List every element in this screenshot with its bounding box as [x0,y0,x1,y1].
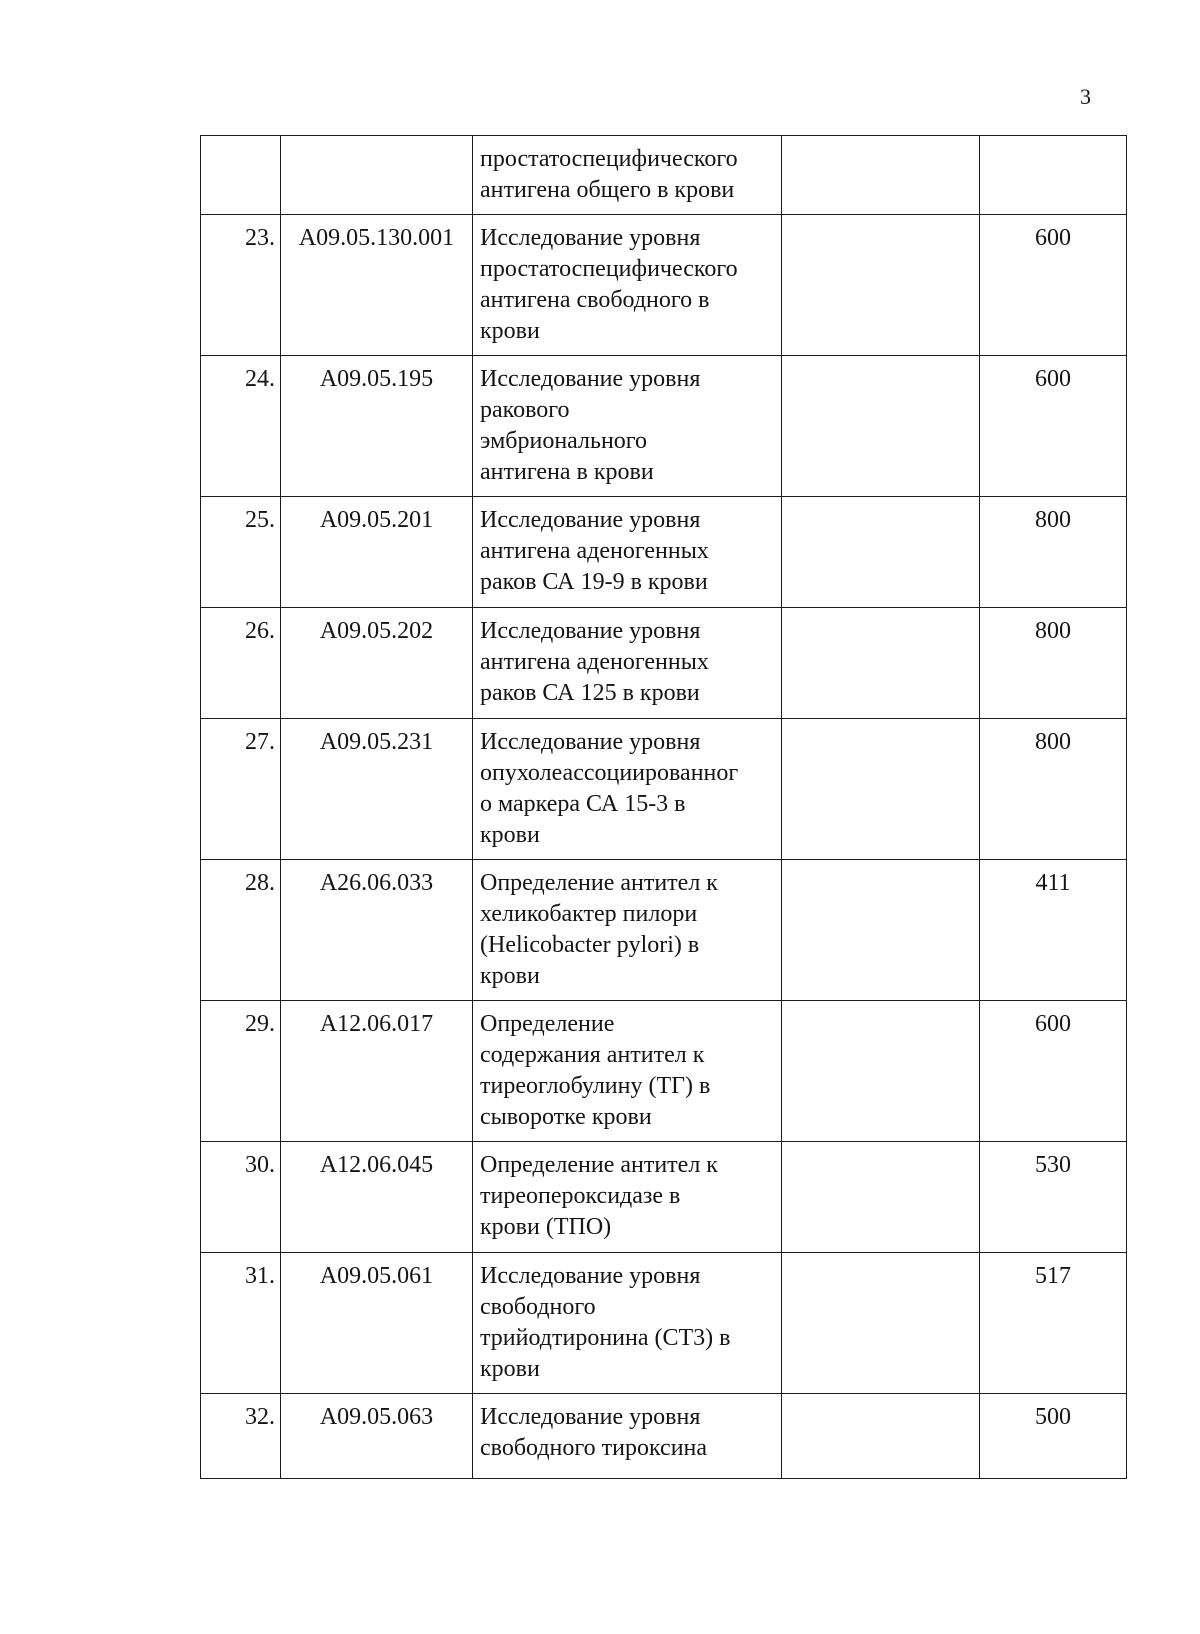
row-number-cell: 24. [201,356,281,497]
table-row [201,1394,1127,1479]
service-code-cell: A09.05.202 [281,608,473,719]
service-name-cell: Исследование уровня свободного трийодтиронина (СТ3) в крови [473,1253,782,1394]
price-cell: 600 [980,1001,1127,1142]
empty-cell [782,136,980,215]
empty-cell [782,1142,980,1253]
row-number-cell: 32. [201,1394,281,1479]
row-number-cell: 23. [201,215,281,356]
service-code-cell: A09.05.061 [281,1253,473,1394]
empty-cell [782,1001,980,1142]
service-code-cell [281,136,473,215]
price-cell: 800 [980,497,1127,608]
service-code-cell: A09.05.130.001 [281,215,473,356]
price-cell: 517 [980,1253,1127,1394]
service-code-cell: A09.05.231 [281,719,473,860]
service-code-cell: A09.05.195 [281,356,473,497]
price-cell [980,136,1127,215]
price-cell: 500 [980,1394,1127,1479]
service-name-cell: Исследование уровня ракового эмбрионального антигена в крови [473,356,782,497]
price-cell: 530 [980,1142,1127,1253]
empty-cell [782,1253,980,1394]
service-name-cell: простатоспецифического антигена общего в крови [473,136,782,215]
empty-cell [782,215,980,356]
row-number-cell: 28. [201,860,281,1001]
service-code-cell: A09.05.063 [281,1394,473,1479]
empty-cell [782,497,980,608]
empty-cell [782,356,980,497]
service-code-cell: A12.06.045 [281,1142,473,1253]
service-name-cell: Определение антител к тиреопероксидазе в крови (ТПО) [473,1142,782,1253]
empty-cell [782,608,980,719]
service-name-cell: Определение содержания антител к тиреоглобулину (ТГ) в сыворотке крови [473,1001,782,1142]
table-row [201,1142,1127,1253]
row-number-cell: 29. [201,1001,281,1142]
table-row [201,608,1127,719]
empty-cell [782,1394,980,1479]
service-name-cell: Определение антител к хеликобактер пилори (Helicobacter pylori) в крови [473,860,782,1001]
row-number-cell: 31. [201,1253,281,1394]
price-cell: 600 [980,215,1127,356]
table-row [201,356,1127,497]
price-cell: 600 [980,356,1127,497]
service-name-cell: Исследование уровня простатоспецифического антигена свободного в крови [473,215,782,356]
table-row [201,136,1127,215]
row-number-cell [201,136,281,215]
price-cell: 800 [980,719,1127,860]
table-row [201,860,1127,1001]
table-row [201,497,1127,608]
service-code-cell: A12.06.017 [281,1001,473,1142]
empty-cell [782,860,980,1001]
row-number-cell: 27. [201,719,281,860]
service-name-cell: Исследование уровня антигена аденогенных раков СА 19-9 в крови [473,497,782,608]
service-name-cell: Исследование уровня опухолеассоциированног о маркера СА 15-3 в крови [473,719,782,860]
row-number-cell: 30. [201,1142,281,1253]
service-code-cell: A26.06.033 [281,860,473,1001]
table-row [201,215,1127,356]
row-number-cell: 26. [201,608,281,719]
page-number: 3 [1080,84,1091,109]
table-row [201,1253,1127,1394]
price-cell: 411 [980,860,1127,1001]
table-row [201,719,1127,860]
service-code-cell: A09.05.201 [281,497,473,608]
price-cell: 800 [980,608,1127,719]
services-price-table [200,135,1127,1479]
row-number-cell: 25. [201,497,281,608]
service-name-cell: Исследование уровня свободного тироксина [473,1394,782,1479]
table-row [201,1001,1127,1142]
service-name-cell: Исследование уровня антигена аденогенных раков СА 125 в крови [473,608,782,719]
empty-cell [782,719,980,860]
